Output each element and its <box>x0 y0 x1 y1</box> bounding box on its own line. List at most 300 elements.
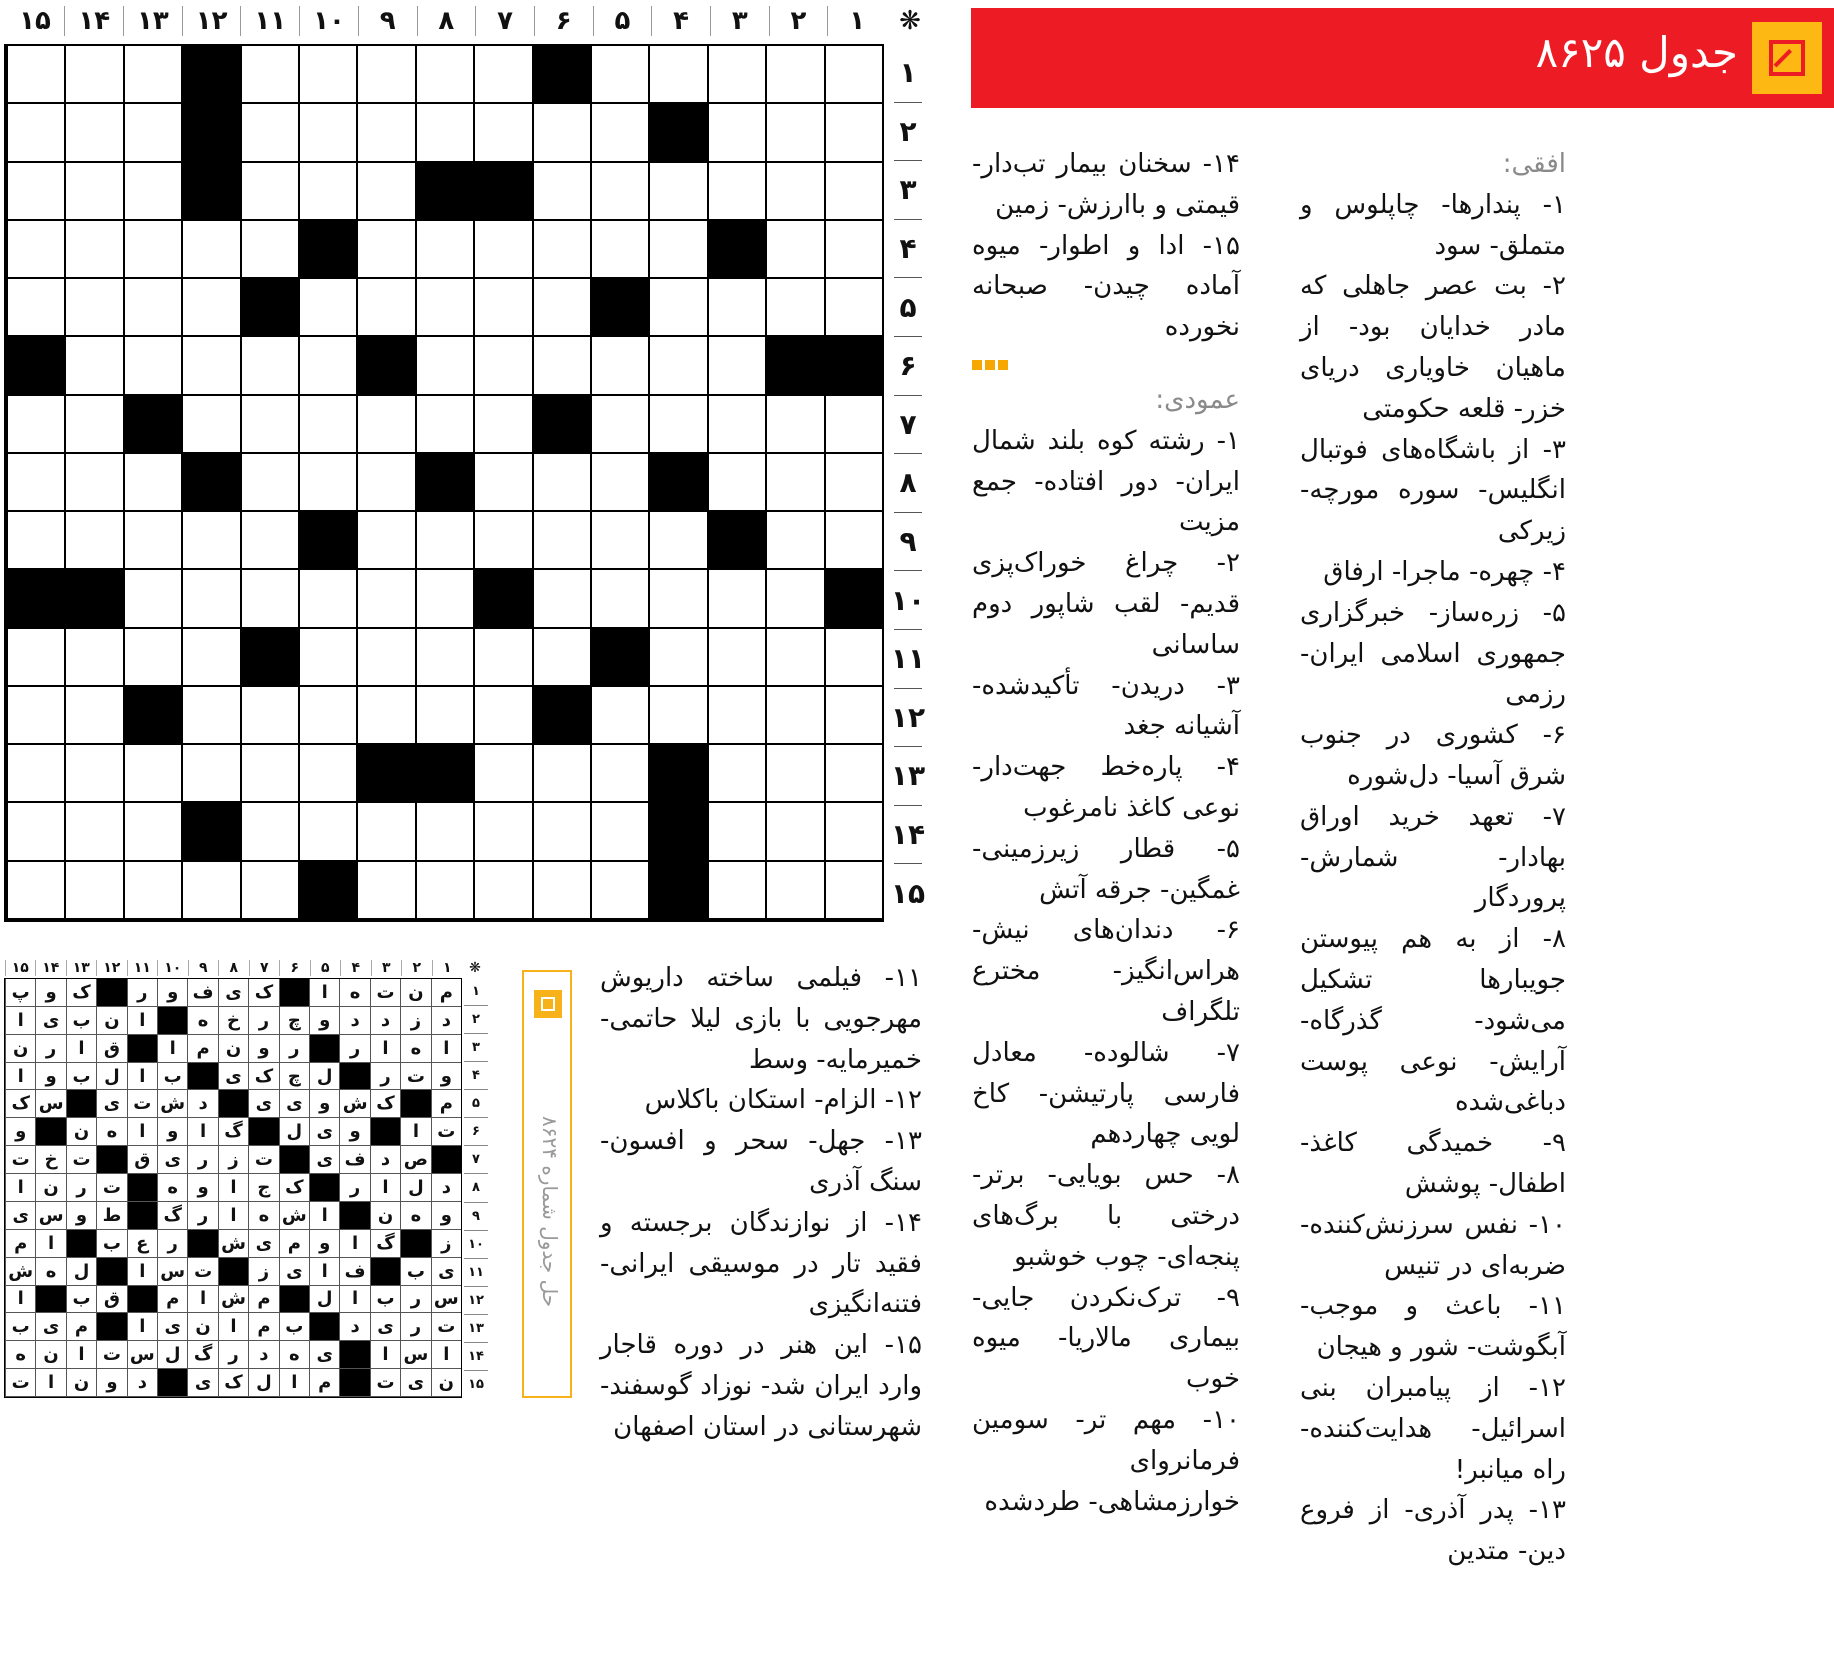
clues-column-1 <box>1300 144 1566 1572</box>
answer-cell[interactable] <box>473 687 531 745</box>
answer-cell[interactable] <box>6 163 64 221</box>
black-cell <box>532 687 590 745</box>
answer-cell[interactable] <box>64 454 122 512</box>
solution-letter: ک <box>218 1369 248 1397</box>
answer-cell[interactable] <box>356 687 414 745</box>
solution-black-cell <box>309 1313 339 1341</box>
answer-cell[interactable] <box>64 104 122 162</box>
answer-cell[interactable] <box>123 279 181 337</box>
answer-cell[interactable] <box>240 337 298 395</box>
answer-cell[interactable] <box>356 862 414 920</box>
answer-cell[interactable] <box>648 163 706 221</box>
answer-cell[interactable] <box>356 803 414 861</box>
answer-cell[interactable] <box>415 279 473 337</box>
answer-cell[interactable] <box>824 745 882 803</box>
answer-cell[interactable] <box>64 396 122 454</box>
solution-letter: ی <box>400 1369 430 1397</box>
answer-cell[interactable] <box>298 163 356 221</box>
answer-cell[interactable] <box>64 803 122 861</box>
answer-cell[interactable] <box>473 46 531 104</box>
answer-cell[interactable] <box>473 862 531 920</box>
answer-cell[interactable] <box>181 745 239 803</box>
answer-cell[interactable] <box>765 570 823 628</box>
column-label: ۱ <box>827 6 886 36</box>
row-label: ۷ <box>894 395 922 454</box>
answer-cell[interactable] <box>415 803 473 861</box>
clue-vertical: ۱۳- جهل- سحر و افسون- سنگ آذری <box>600 1126 922 1197</box>
answer-cell[interactable] <box>473 512 531 570</box>
answer-cell[interactable] <box>123 629 181 687</box>
answer-cell[interactable] <box>707 454 765 512</box>
answer-cell[interactable] <box>824 803 882 861</box>
solution-letter: ق <box>127 1146 157 1174</box>
answer-cell[interactable] <box>415 629 473 687</box>
answer-cell[interactable] <box>356 512 414 570</box>
answer-cell[interactable] <box>765 454 823 512</box>
answer-cell[interactable] <box>707 279 765 337</box>
answer-cell[interactable] <box>648 46 706 104</box>
answer-cell[interactable] <box>6 745 64 803</box>
answer-cell[interactable] <box>356 104 414 162</box>
answer-cell[interactable] <box>765 512 823 570</box>
horizontal-heading: افقی: <box>1502 149 1566 179</box>
answer-cell[interactable] <box>707 104 765 162</box>
answer-cell[interactable] <box>64 279 122 337</box>
answer-cell[interactable] <box>181 862 239 920</box>
answer-cell[interactable] <box>298 454 356 512</box>
solution-letter: و <box>35 979 65 1007</box>
solution-letter: ن <box>218 1035 248 1063</box>
answer-cell[interactable] <box>240 745 298 803</box>
answer-cell[interactable] <box>64 46 122 104</box>
answer-cell[interactable] <box>240 570 298 628</box>
answer-cell[interactable] <box>356 570 414 628</box>
solution-letter: م <box>5 1230 35 1258</box>
answer-cell[interactable] <box>6 803 64 861</box>
clue-vertical: ۱۱- فیلمی ساخته داریوش مهرجویی با بازی لیلا حاتمی- خمیرمایه- وسط <box>600 963 922 1075</box>
answer-cell[interactable] <box>181 279 239 337</box>
solution-letter: م <box>248 1313 278 1341</box>
solution-column-label: ۱۳ <box>66 960 97 976</box>
answer-cell[interactable] <box>298 570 356 628</box>
answer-cell[interactable] <box>473 279 531 337</box>
solution-letter: ق <box>96 1035 126 1063</box>
solution-black-cell <box>66 1230 96 1258</box>
black-cell <box>532 46 590 104</box>
answer-cell[interactable] <box>765 221 823 279</box>
answer-cell[interactable] <box>181 396 239 454</box>
answer-cell[interactable] <box>532 745 590 803</box>
answer-cell[interactable] <box>765 629 823 687</box>
black-cell <box>240 629 298 687</box>
answer-cell[interactable] <box>590 862 648 920</box>
answer-cell[interactable] <box>707 570 765 628</box>
answer-cell[interactable] <box>707 803 765 861</box>
solution-letter: ب <box>96 1230 126 1258</box>
solution-letter: ن <box>66 1369 96 1397</box>
answer-cell[interactable] <box>415 46 473 104</box>
solution-black-cell <box>370 1258 400 1286</box>
answer-cell[interactable] <box>356 396 414 454</box>
clue-vertical: ۱۵- این هنر در دوره قاجار وارد ایران شد- نوزاد گوسفند- شهرستانی در استان اصفهان <box>600 1330 922 1442</box>
solution-letter: ن <box>35 1174 65 1202</box>
answer-cell[interactable] <box>707 163 765 221</box>
answer-cell[interactable] <box>298 104 356 162</box>
solution-letter: و <box>339 1118 369 1146</box>
answer-cell[interactable] <box>415 221 473 279</box>
answer-cell[interactable] <box>532 279 590 337</box>
solution-letter: ی <box>279 1090 309 1118</box>
answer-cell[interactable] <box>532 221 590 279</box>
solution-letter: ل <box>279 1118 309 1146</box>
solution-letter: و <box>431 1063 461 1091</box>
answer-cell[interactable] <box>415 337 473 395</box>
solution-letter: ز <box>218 1146 248 1174</box>
answer-cell[interactable] <box>415 687 473 745</box>
clue-horizontal: ۸- از به هم پیوستن جویبارها تشکیل می‌شود- گذرگاه- آرایش- نوعی پوست دباغی‌شده <box>1300 924 1566 1118</box>
answer-cell[interactable] <box>590 687 648 745</box>
solution-black-cell <box>35 1286 65 1314</box>
clue-horizontal: ۲- بت عصر جاهلی که مادر خدایان بود- از ماهیان خاویاری دریای خزر- قلعه حکومتی <box>1300 271 1566 424</box>
solution-column-label: ۱۱ <box>127 960 158 976</box>
answer-cell[interactable] <box>473 629 531 687</box>
answer-cell[interactable] <box>765 396 823 454</box>
answer-cell[interactable] <box>415 396 473 454</box>
answer-cell[interactable] <box>648 687 706 745</box>
column-label: ۸ <box>417 6 476 36</box>
answer-cell[interactable] <box>298 629 356 687</box>
solution-letter: گ <box>218 1118 248 1146</box>
solution-letter: ر <box>187 1202 217 1230</box>
solution-row-label: ۱ <box>472 984 480 1000</box>
answer-cell[interactable] <box>532 337 590 395</box>
row-label: ۱۳ <box>894 746 922 805</box>
solution-letter: ب <box>5 1313 35 1341</box>
solution-letter: ش <box>218 1286 248 1314</box>
answer-cell[interactable] <box>356 279 414 337</box>
solution-letter: ه <box>400 1035 430 1063</box>
solution-letter: ل <box>66 1258 96 1286</box>
answer-cell[interactable] <box>298 396 356 454</box>
answer-cell[interactable] <box>240 512 298 570</box>
column-label: ۱۵ <box>19 6 51 36</box>
solution-letter: د <box>248 1341 278 1369</box>
answer-cell[interactable] <box>356 46 414 104</box>
answer-cell[interactable] <box>356 629 414 687</box>
solution-letter: ر <box>248 1007 278 1035</box>
answer-cell[interactable] <box>765 803 823 861</box>
answer-cell[interactable] <box>765 163 823 221</box>
answer-cell[interactable] <box>824 221 882 279</box>
solution-row-label: ۱۴ <box>464 1342 488 1370</box>
answer-cell[interactable] <box>123 512 181 570</box>
answer-cell[interactable] <box>240 687 298 745</box>
answer-cell[interactable] <box>123 803 181 861</box>
answer-cell[interactable] <box>707 46 765 104</box>
clue-vertical: ۸- حس بویایی- برتر- درختی با برگ‌های پنجه‌ای- چوب خوشبو <box>972 1160 1240 1272</box>
solution-letter: ا <box>309 1202 339 1230</box>
answer-cell[interactable] <box>648 221 706 279</box>
answer-cell[interactable] <box>824 454 882 512</box>
answer-cell[interactable] <box>64 221 122 279</box>
solution-letter: ا <box>5 1174 35 1202</box>
answer-cell[interactable] <box>473 104 531 162</box>
answer-cell[interactable] <box>707 745 765 803</box>
black-cell <box>64 570 122 628</box>
solution-column-label: ۶ <box>279 960 310 976</box>
solution-letter: م <box>66 1313 96 1341</box>
black-cell <box>473 570 531 628</box>
solution-column-label: ۹ <box>188 960 219 976</box>
answer-cell[interactable] <box>648 512 706 570</box>
answer-cell[interactable] <box>6 629 64 687</box>
answer-cell[interactable] <box>532 163 590 221</box>
answer-cell[interactable] <box>707 396 765 454</box>
solution-row-header <box>464 978 488 1398</box>
answer-cell[interactable] <box>181 687 239 745</box>
answer-cell[interactable] <box>473 454 531 512</box>
clue-vertical: ۳- دریدن- تأکیدشده- آشیانه جغد <box>972 670 1240 742</box>
answer-cell[interactable] <box>590 221 648 279</box>
solution-letter: ک <box>370 1090 400 1118</box>
black-cell <box>532 396 590 454</box>
solution-row-label: ۱۰ <box>464 1230 488 1258</box>
answer-cell[interactable] <box>648 570 706 628</box>
answer-cell[interactable] <box>298 687 356 745</box>
answer-cell[interactable] <box>356 221 414 279</box>
answer-cell[interactable] <box>123 570 181 628</box>
solution-letter: ر <box>339 1174 369 1202</box>
answer-cell[interactable] <box>473 745 531 803</box>
answer-cell[interactable] <box>648 337 706 395</box>
row-label: ۵ <box>894 277 922 336</box>
solution-letter: ت <box>96 1174 126 1202</box>
solution-letter: ل <box>309 1286 339 1314</box>
answer-cell[interactable] <box>123 221 181 279</box>
answer-cell[interactable] <box>123 337 181 395</box>
answer-cell[interactable] <box>64 687 122 745</box>
answer-cell[interactable] <box>590 396 648 454</box>
answer-cell[interactable] <box>64 629 122 687</box>
answer-cell[interactable] <box>590 745 648 803</box>
solution-letter: ر <box>218 1341 248 1369</box>
black-cell <box>415 745 473 803</box>
answer-cell[interactable] <box>6 512 64 570</box>
answer-cell[interactable] <box>824 687 882 745</box>
answer-cell[interactable] <box>765 279 823 337</box>
answer-cell[interactable] <box>648 629 706 687</box>
answer-cell[interactable] <box>240 803 298 861</box>
solution-black-cell <box>339 1063 369 1091</box>
black-cell <box>415 163 473 221</box>
answer-cell[interactable] <box>240 163 298 221</box>
solution-letter: ر <box>35 1035 65 1063</box>
answer-cell[interactable] <box>590 337 648 395</box>
clue-vertical: ۷- شالوده- معادل فارسی پارتیشن- کاخ لویی چهاردهم <box>972 1037 1240 1150</box>
solution-letter: چ <box>279 1007 309 1035</box>
answer-cell[interactable] <box>590 803 648 861</box>
answer-cell[interactable] <box>240 46 298 104</box>
answer-cell[interactable] <box>298 745 356 803</box>
answer-cell[interactable] <box>6 862 64 920</box>
answer-cell[interactable] <box>765 46 823 104</box>
answer-cell[interactable] <box>532 512 590 570</box>
answer-cell[interactable] <box>64 862 122 920</box>
solution-black-cell <box>218 1258 248 1286</box>
answer-cell[interactable] <box>590 104 648 162</box>
answer-cell[interactable] <box>123 862 181 920</box>
clue-vertical: ۵- قطار زیرزمینی- غمگین- جرقه آتش <box>972 833 1240 905</box>
answer-cell[interactable] <box>64 337 122 395</box>
solution-black-cell <box>309 1174 339 1202</box>
solution-row-label: ۱۱ <box>464 1258 488 1286</box>
solution-letter: خ <box>35 1146 65 1174</box>
solution-letter: ت <box>127 1090 157 1118</box>
answer-cell[interactable] <box>590 163 648 221</box>
solution-letter: ک <box>279 1174 309 1202</box>
solution-letter: ی <box>279 1258 309 1286</box>
answer-cell[interactable] <box>6 454 64 512</box>
solution-column-label: ۱۲ <box>96 960 127 976</box>
answer-cell[interactable] <box>123 454 181 512</box>
solution-letter: د <box>187 1090 217 1118</box>
column-label: ۶ <box>534 6 593 36</box>
answer-cell[interactable] <box>532 104 590 162</box>
black-cell <box>648 104 706 162</box>
solution-letter: ف <box>339 1258 369 1286</box>
black-cell <box>707 512 765 570</box>
answer-cell[interactable] <box>824 163 882 221</box>
answer-cell[interactable] <box>590 512 648 570</box>
answer-cell[interactable] <box>181 221 239 279</box>
answer-cell[interactable] <box>824 862 882 920</box>
answer-cell[interactable] <box>6 104 64 162</box>
answer-cell[interactable] <box>298 337 356 395</box>
answer-cell[interactable] <box>532 570 590 628</box>
answer-cell[interactable] <box>824 629 882 687</box>
answer-cell[interactable] <box>707 629 765 687</box>
answer-cell[interactable] <box>240 221 298 279</box>
solution-letter: ب <box>370 1286 400 1314</box>
answer-cell[interactable] <box>123 46 181 104</box>
answer-cell[interactable] <box>590 454 648 512</box>
separator-dots-icon <box>972 360 1240 370</box>
answer-cell[interactable] <box>240 862 298 920</box>
answer-cell[interactable] <box>590 570 648 628</box>
answer-cell[interactable] <box>64 163 122 221</box>
answer-cell[interactable] <box>415 104 473 162</box>
title-bar <box>971 8 1834 108</box>
answer-cell[interactable] <box>532 803 590 861</box>
clue-vertical: ۱- رشته کوه بلند شمال ایران- دور افتاده- جمع مزیت <box>972 425 1240 538</box>
clue-vertical: ۹- ترک‌نکردن جایی- بیماری مالاریا- میوه خوب <box>972 1282 1240 1395</box>
solution-black-cell <box>400 1090 430 1118</box>
answer-cell[interactable] <box>765 104 823 162</box>
answer-cell[interactable] <box>473 396 531 454</box>
answer-cell[interactable] <box>6 279 64 337</box>
black-cell <box>298 221 356 279</box>
answer-cell[interactable] <box>532 862 590 920</box>
answer-cell[interactable] <box>123 163 181 221</box>
answer-cell[interactable] <box>123 104 181 162</box>
answer-cell[interactable] <box>824 512 882 570</box>
answer-cell[interactable] <box>765 862 823 920</box>
answer-cell[interactable] <box>356 163 414 221</box>
answer-cell[interactable] <box>473 803 531 861</box>
answer-cell[interactable] <box>590 46 648 104</box>
answer-cell[interactable] <box>240 454 298 512</box>
answer-cell[interactable] <box>181 570 239 628</box>
answer-cell[interactable] <box>298 46 356 104</box>
solution-letter: ا <box>370 1174 400 1202</box>
answer-cell[interactable] <box>6 396 64 454</box>
black-cell <box>298 512 356 570</box>
row-label: ۱۲ <box>894 688 922 747</box>
solution-letter: چ <box>279 1063 309 1091</box>
row-label: ۲ <box>894 102 922 161</box>
solution-row-label: ۱۵ <box>464 1370 488 1398</box>
answer-cell[interactable] <box>707 862 765 920</box>
answer-cell[interactable] <box>298 803 356 861</box>
answer-cell[interactable] <box>648 279 706 337</box>
answer-cell[interactable] <box>181 512 239 570</box>
solution-letter: ا <box>187 1118 217 1146</box>
solution-letter: ر <box>400 1286 430 1314</box>
clue-vertical: ۶- دندان‌های نیش- هراس‌انگیز- مخترع تلگراف <box>972 915 1240 1027</box>
answer-cell[interactable] <box>824 279 882 337</box>
column-label: ۴ <box>651 6 710 36</box>
answer-cell[interactable] <box>824 46 882 104</box>
answer-cell[interactable] <box>473 337 531 395</box>
solution-column-label: ۱۴ <box>35 960 66 976</box>
answer-cell[interactable] <box>64 512 122 570</box>
answer-cell[interactable] <box>123 745 181 803</box>
answer-cell[interactable] <box>765 745 823 803</box>
answer-cell[interactable] <box>824 104 882 162</box>
solution-letter: ا <box>431 1341 461 1369</box>
clue-vertical: ۱۰- مهم تر- سومین فرمانروای خوارزمشاهی- طردشده <box>972 1404 1240 1517</box>
answer-cell[interactable] <box>473 221 531 279</box>
answer-cell[interactable] <box>6 46 64 104</box>
answer-cell[interactable] <box>415 570 473 628</box>
solution-letter: پ <box>5 979 35 1007</box>
answer-cell[interactable] <box>415 512 473 570</box>
answer-cell[interactable] <box>824 396 882 454</box>
answer-cell[interactable] <box>240 104 298 162</box>
answer-cell[interactable] <box>707 687 765 745</box>
answer-cell[interactable] <box>415 862 473 920</box>
solution-letter: ه <box>157 1174 187 1202</box>
column-header <box>4 2 934 40</box>
answer-cell[interactable] <box>765 687 823 745</box>
black-cell <box>298 862 356 920</box>
solution-letter: ا <box>218 1174 248 1202</box>
solution-letter: م <box>157 1286 187 1314</box>
page-title: جدول ۸۶۲۵ <box>1535 28 1738 77</box>
answer-cell[interactable] <box>648 396 706 454</box>
answer-cell[interactable] <box>6 687 64 745</box>
answer-cell[interactable] <box>181 337 239 395</box>
answer-cell[interactable] <box>181 629 239 687</box>
answer-cell[interactable] <box>6 221 64 279</box>
answer-cell[interactable] <box>64 745 122 803</box>
answer-cell[interactable] <box>707 337 765 395</box>
answer-cell[interactable] <box>240 396 298 454</box>
answer-cell[interactable] <box>532 629 590 687</box>
answer-cell[interactable] <box>298 279 356 337</box>
answer-cell[interactable] <box>356 454 414 512</box>
answer-cell[interactable] <box>532 454 590 512</box>
